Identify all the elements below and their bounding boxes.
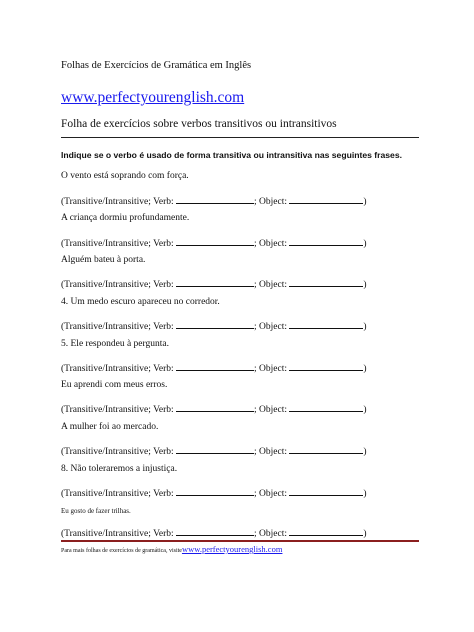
worksheet-subtitle: Folha de exercícios sobre verbos transitivos ou intransitivos bbox=[61, 118, 337, 130]
answer-suffix: ) bbox=[363, 322, 367, 332]
verb-blank[interactable] bbox=[176, 194, 254, 204]
answer-middle: ; Object: bbox=[254, 197, 290, 207]
answer-suffix: ) bbox=[363, 489, 367, 499]
verb-blank[interactable] bbox=[176, 402, 254, 412]
object-blank[interactable] bbox=[289, 444, 363, 454]
answer-suffix: ) bbox=[363, 239, 367, 249]
object-blank[interactable] bbox=[289, 236, 363, 246]
answer-middle: ; Object: bbox=[254, 322, 290, 332]
answer-line bbox=[61, 236, 367, 249]
footer-divider bbox=[61, 540, 419, 542]
object-blank[interactable] bbox=[289, 486, 363, 496]
exercise-sentence: 4. Um medo escuro apareceu no corredor. bbox=[61, 297, 220, 307]
exercise-sentence: Alguém bateu à porta. bbox=[61, 255, 146, 265]
object-blank[interactable] bbox=[289, 194, 363, 204]
answer-suffix: ) bbox=[363, 197, 367, 207]
verb-blank[interactable] bbox=[176, 361, 254, 371]
footer-text: Para mais folhas de exercícios de gramática, visite bbox=[61, 548, 182, 554]
answer-line bbox=[61, 444, 367, 457]
object-blank[interactable] bbox=[289, 319, 363, 329]
footer-link[interactable]: www.perfectyourenglish.com bbox=[181, 544, 283, 554]
answer-suffix: ) bbox=[363, 529, 367, 539]
website-link[interactable]: www.perfectyourenglish.com bbox=[61, 89, 245, 106]
exercise-sentence: A mulher foi ao mercado. bbox=[61, 422, 159, 432]
object-blank[interactable] bbox=[289, 402, 363, 412]
answer-suffix: ) bbox=[363, 364, 367, 374]
answer-middle: ; Object: bbox=[254, 239, 290, 249]
answer-prefix: (Transitive/Intransitive; Verb: bbox=[61, 489, 177, 499]
answer-prefix: (Transitive/Intransitive; Verb: bbox=[61, 322, 177, 332]
exercise-sentence: A criança dormiu profundamente. bbox=[61, 213, 190, 223]
answer-prefix: (Transitive/Intransitive; Verb: bbox=[61, 239, 177, 249]
page-title: Folhas de Exercícios de Gramática em Inglês bbox=[61, 60, 252, 71]
object-blank[interactable] bbox=[289, 526, 363, 536]
answer-prefix: (Transitive/Intransitive; Verb: bbox=[61, 529, 177, 539]
object-blank[interactable] bbox=[289, 361, 363, 371]
exercise-sentence: Eu aprendi com meus erros. bbox=[61, 380, 168, 390]
exercise-sentence: 8. Não toleraremos a injustiça. bbox=[61, 464, 178, 474]
answer-prefix: (Transitive/Intransitive; Verb: bbox=[61, 197, 177, 207]
answer-line bbox=[61, 277, 367, 290]
answer-middle: ; Object: bbox=[254, 529, 290, 539]
answer-suffix: ) bbox=[363, 447, 367, 457]
verb-blank[interactable] bbox=[176, 277, 254, 287]
object-blank[interactable] bbox=[289, 277, 363, 287]
exercise-sentence: O vento está soprando com força. bbox=[61, 171, 189, 181]
verb-blank[interactable] bbox=[176, 444, 254, 454]
exercise-sentence: 5. Ele respondeu à pergunta. bbox=[61, 339, 169, 349]
answer-middle: ; Object: bbox=[254, 280, 290, 290]
answer-suffix: ) bbox=[363, 280, 367, 290]
answer-line bbox=[61, 402, 367, 415]
answer-line bbox=[61, 194, 367, 207]
exercise-sentence: Eu gosto de fazer trilhas. bbox=[61, 507, 131, 515]
answer-prefix: (Transitive/Intransitive; Verb: bbox=[61, 364, 177, 374]
answer-middle: ; Object: bbox=[254, 447, 290, 457]
answer-prefix: (Transitive/Intransitive; Verb: bbox=[61, 280, 177, 290]
instructions: Indique se o verbo é usado de forma transitiva ou intransitiva nas seguintes frases. bbox=[61, 150, 402, 160]
verb-blank[interactable] bbox=[176, 486, 254, 496]
answer-prefix: (Transitive/Intransitive; Verb: bbox=[61, 447, 177, 457]
verb-blank[interactable] bbox=[176, 526, 254, 536]
answer-line bbox=[61, 486, 367, 499]
answer-prefix: (Transitive/Intransitive; Verb: bbox=[61, 405, 177, 415]
verb-blank[interactable] bbox=[176, 236, 254, 246]
answer-line bbox=[61, 526, 367, 539]
answer-suffix: ) bbox=[363, 405, 367, 415]
footer bbox=[61, 544, 282, 554]
top-divider bbox=[61, 137, 419, 138]
answer-middle: ; Object: bbox=[254, 405, 290, 415]
answer-middle: ; Object: bbox=[254, 489, 290, 499]
answer-line bbox=[61, 361, 367, 374]
verb-blank[interactable] bbox=[176, 319, 254, 329]
answer-middle: ; Object: bbox=[254, 364, 290, 374]
answer-line bbox=[61, 319, 367, 332]
